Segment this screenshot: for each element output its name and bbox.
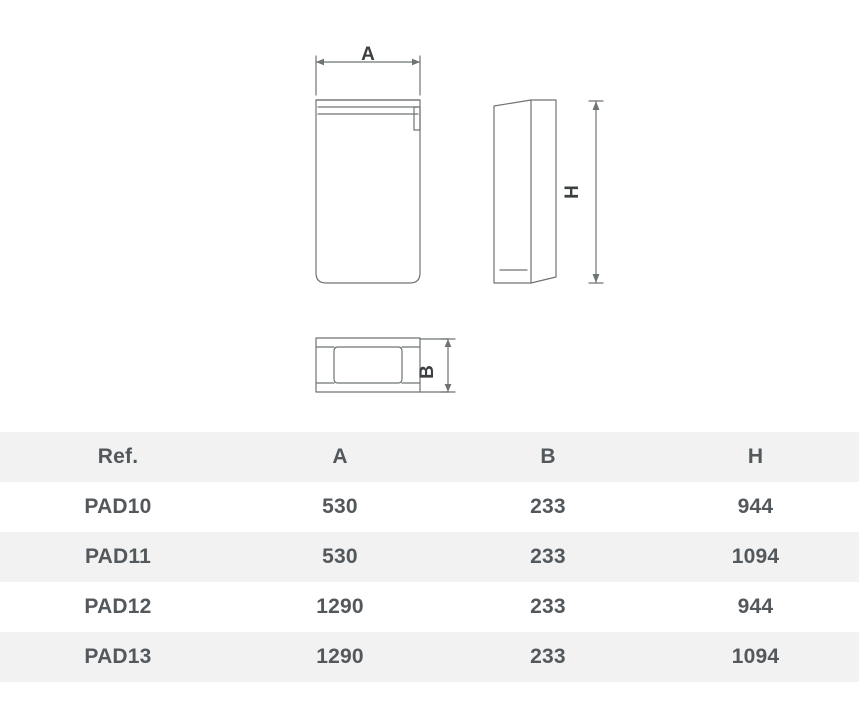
cell-h: 944 — [737, 595, 774, 618]
table-header-row — [0, 432, 859, 482]
table-row — [0, 532, 859, 582]
column-header-ref: Ref. — [97, 445, 139, 468]
table-row — [0, 632, 859, 682]
cell-ref: PAD12 — [84, 595, 152, 618]
dimension-h — [589, 101, 603, 283]
table-row — [0, 582, 859, 632]
table-row — [0, 482, 859, 532]
cell-ref: PAD13 — [84, 645, 152, 668]
cell-ref: PAD11 — [85, 545, 151, 568]
top-view — [316, 338, 420, 392]
side-view — [494, 100, 556, 283]
cell-b: 233 — [530, 645, 566, 668]
column-header-h: H — [747, 445, 764, 468]
cell-a: 1290 — [316, 595, 364, 618]
label-h: H — [562, 185, 583, 199]
label-a: A — [361, 44, 375, 65]
specifications-table — [0, 432, 859, 682]
front-view — [316, 100, 420, 283]
cell-a: 530 — [322, 545, 358, 568]
cell-a: 1290 — [316, 645, 364, 668]
cell-h: 1094 — [731, 545, 780, 568]
column-header-a: A — [332, 445, 348, 468]
cell-b: 233 — [530, 595, 566, 618]
column-header-b: B — [540, 445, 556, 468]
cell-ref: PAD10 — [84, 495, 152, 518]
cell-h: 944 — [737, 495, 774, 518]
cell-a: 530 — [322, 495, 358, 518]
label-b: B — [417, 365, 438, 379]
cell-b: 233 — [530, 495, 566, 518]
cell-b: 233 — [530, 545, 566, 568]
cell-h: 1094 — [731, 645, 780, 668]
